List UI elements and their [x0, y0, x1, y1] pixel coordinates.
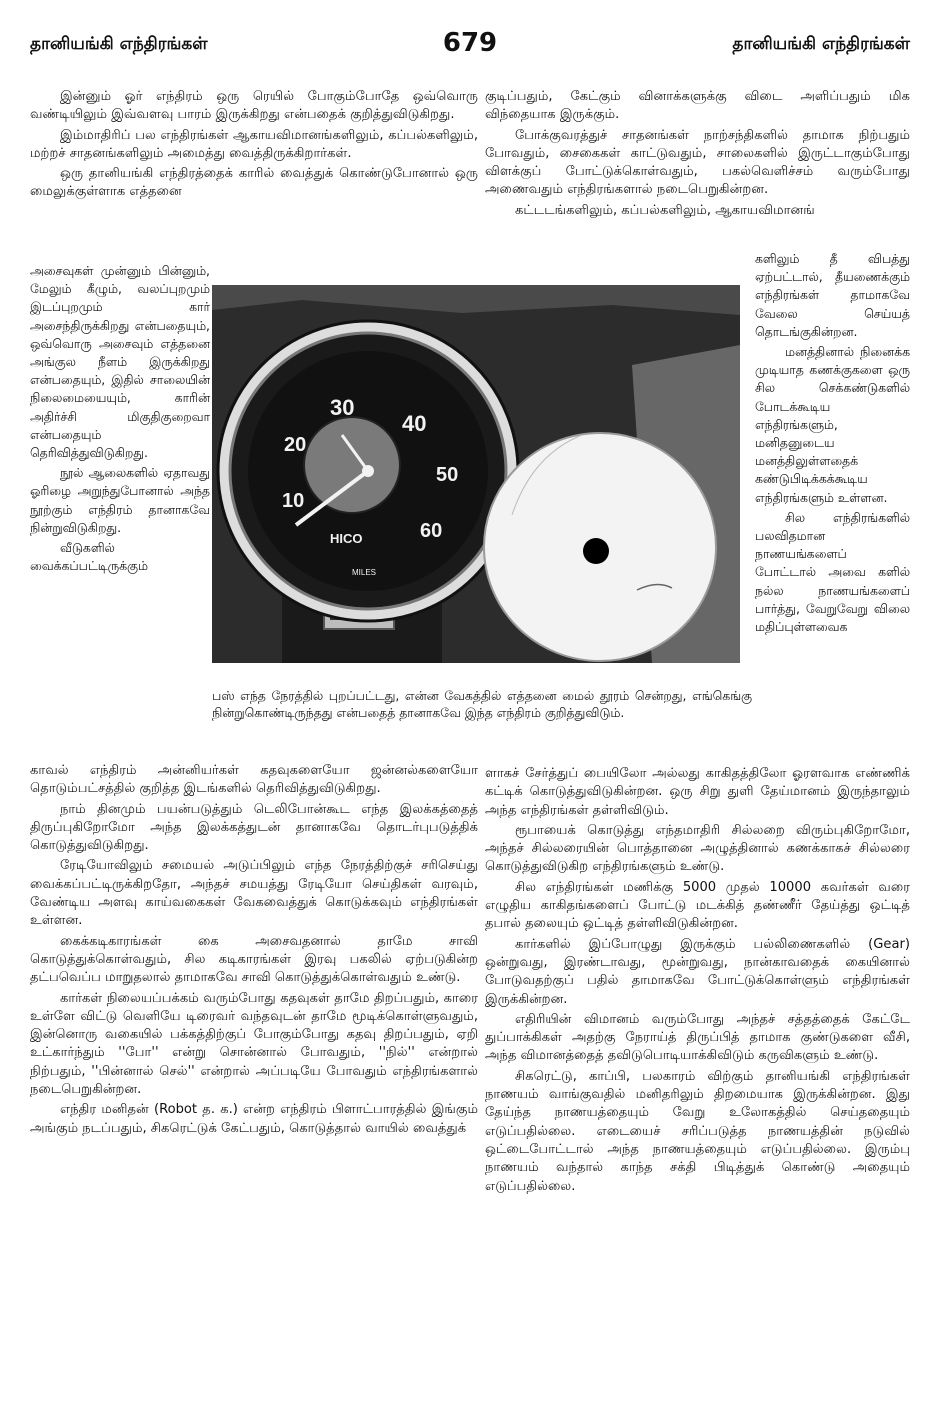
paragraph: சிகரெட்டு, காப்பி, பலகாரம் விற்கும் தானியங்கி எந்திரங்கள் நாணயம் வாங்குவதில் மனிதரிலும் திறமையாக இருக்கின்றன. இது தேய்ந்த நாணயத்தையும் வேறு உலோகத்தில் செய்ததையும் எடுப்பதில்லை. எடையைச் சரிப்படுத்த நாணயத்தின் நடுவில் ஒட்டைபோட்டால் அந்த நாணயத்தையும் எடுப்பதில்லை. இரும்பு நாணயம் வந்தால் காந்த சக்தி பிடித்துக் கொண்டு அதையும் எடுப்பதில்லை. [485, 1068, 910, 1194]
paragraph: இம்மாதிரிப் பல எந்திரங்கள் ஆகாயவிமானங்களிலும், கப்பல்களிலும், மற்றச் சாதனங்களிலும் அமைத்து வைத்திருக்கிறார்கள். [30, 127, 478, 161]
right-column-wrap [755, 250, 910, 638]
left-column-bottom [30, 762, 478, 1140]
paragraph: போக்குவரத்துச் சாதனங்கள் நாற்சந்திகளில் தாமாக நிற்பதும் போவதும், சைகைகள் காட்டுவதும், சாலைகளில் இருட்டாகும்போது விளக்குப் போட்டுக்கொள்வதும், பகல்வெளிச்சம் வரும்போது அணைவதும் எந்திரங்களால் நடைபெறுகின்றன. [485, 127, 910, 198]
paragraph: ரூபாயைக் கொடுத்து எந்தமாதிரி சில்லறை விரும்புகிறோமோ, அந்தச் சில்லரையின் பொத்தானை அழுத்தினால் கணக்காகச் சில்லரை கொடுத்துவிடுகிற எந்திரங்களும் உண்டு. [485, 822, 910, 875]
dial-unit: MILES [352, 568, 377, 577]
paragraph: களிலும் தீ விபத்து ஏற்பட்டால், தீயணைக்கும் எந்திரங்கள் தாமாகவே வேலை செய்யத் தொடங்குகின்றன. [755, 251, 910, 339]
paragraph: ஒரு தானியங்கி எந்திரத்தைக் காரில் வைத்துக் கொண்டுபோனால் ஒரு மைலுக்குள்ளாக எத்தனை [30, 166, 478, 200]
right-column-bottom [485, 765, 910, 1198]
paragraph: நூல் ஆலைகளில் ஏதாவது ஓரிழை அறுந்துபோனால் அந்த நூற்கும் எந்திரம் தானாகவே நின்றுவிடுகிறது. [30, 465, 210, 535]
left-column-wrap [30, 262, 210, 577]
paragraph: கைக்கடிகாரங்கள் கை அசைவதனால் தாமே சாவி கொடுத்துக்கொள்வதும், சில கடிகாரங்கள் இரவு பகலில் ஏற்படுகின்ற தட்பவெப்ப மாறுதலால் தாமாகவே சாவி கொடுத்துக்கொள்வதும் உண்டு. [30, 933, 478, 986]
paragraph: அசைவுகள் முன்னும் பின்னும், மேலும் கீழும், வலப்புறமும் இடப்புறமும் கார் அசைந்திருக்கிறது என்பதையும், ஒவ்வொரு அசைவும் எத்தனை அங்குல நீளம் இருக்கிறது என்பதையும், இதில் சாலையின் நிலைமையையும், காரின் அதிர்ச்சி மிகுதிகுறைவா என்பதையும் தெரிவித்துவிடுகிறது. [30, 263, 210, 461]
paragraph: காவல் எந்திரம் அன்னியர்கள் கதவுகளையோ ஜன்னல்களையோ தொடும்பட்சத்தில் குறித்த இடங்களில் தெரிவித்துவிடுகிறது. [30, 763, 478, 797]
paragraph: குடிப்பதும், கேட்கும் வினாக்களுக்கு விடை அளிப்பதும் மிக விந்தையாக இருக்கும். [485, 89, 910, 123]
page-number: 679 [442, 28, 498, 58]
paragraph: நாம் தினமும் பயன்படுத்தும் டெலிபோன்கூட எந்த இலக்கத்தைத் திருப்புகிறோமோ அந்த இலக்கத்துடன் தானாகவே தொடர்புபடுத்திக் கொடுத்துவிடுகிறது. [30, 801, 478, 854]
paragraph: வீடுகளில் வைக்கப்பட்டிருக்கும் [30, 540, 148, 574]
dial-brand: HICO [330, 531, 363, 546]
figure-caption: பஸ் எந்த நேரத்தில் புறப்பட்டது, என்ன வேகத்தில் எத்தனை மைல் தூரம் சென்றது, எங்கெங்கு நின்றுகொண்டிருந்தது என்பதைத் தானாகவே இந்த எந்திரம் குறித்துவிடும். [212, 688, 752, 720]
dial-number: 20 [284, 434, 307, 456]
page-header [30, 28, 910, 68]
paragraph: கார்களில் இப்போழுது இருக்கும் பல்லிணைகளில் (Gear) ஒன்றுவது, இரண்டாவது, மூன்றுவது, நான்காவதைக் கையினால் போடுவதற்குப் பதில் தாமாகவே போட்டுக்கொள்ளும் எந்திரங்கள் இருக்கின்றன. [485, 936, 910, 1007]
paragraph: கட்டடங்களிலும், கப்பல்களிலும், ஆகாயவிமானங் [515, 202, 815, 218]
paragraph: மனத்தினால் நினைக்க முடியாத கணக்குகளை ஒரு சில செக்கண்டுகளில் போடக்கூடிய எந்திரங்களும், மனிதனுடைய மனத்திலுள்ளதைக் கண்டுபிடிக்கக்கூடிய எந்திரங்களும் உள்ளன. [755, 344, 910, 505]
running-head-left: தானியங்கி எந்திரங்கள் [30, 34, 208, 54]
dial-number: 40 [402, 411, 427, 436]
running-head-right: தானியங்கி எந்திரங்கள் [732, 34, 910, 54]
paragraph: ளாகச் சேர்த்துப் பையிலோ அல்லது காகிதத்திலோ ஓரளவாக எண்ணிக் கட்டிக் கொடுத்துவிடுகின்றன. ஒரு சிறு துளி தேய்மானம் இருந்தாலும் அந்த எந்திரங்கள் தள்ளிவிடும். [485, 766, 910, 818]
paragraph: இன்னும் ஓர் எந்திரம் ஒரு ரெயில் போகும்போதே ஒவ்வொரு வண்டியிலும் இவ்வளவு பாரம் இருக்கிறது என்பதைக் குறித்துவிடுகிறது. [30, 89, 478, 123]
dial-number: 50 [436, 464, 459, 486]
paragraph: எதிரியின் விமானம் வரும்போது அந்தச் சத்தத்தைக் கேட்டே துப்பாக்கிகள் அதற்கு நேராய்த் திருப்பித் தாமாக குண்டுகளை வீசி, அந்த விமானத்தைத் தவிடுபொடியாக்கிவிடும் கருவிகளும் உண்டு. [485, 1011, 910, 1064]
left-column-top [30, 88, 478, 204]
paragraph: சில எந்திரங்கள் மணிக்கு 5000 முதல் 10000 கவர்கள் வரை எழுதிய காகிதங்களைப் போட்டு மடக்கித் தண்ணீர் தேய்த்து ஒட்டித் தபால் தலையும் ஒட்டித் தள்ளிவிடுகின்றன. [485, 879, 910, 932]
dial-number: 30 [330, 395, 355, 420]
tachograph-photo [212, 285, 740, 663]
paragraph: ரேடியோவிலும் சமையல் அடுப்பிலும் எந்த நேரத்திற்குச் சரிசெய்து வைக்கப்பட்டிருக்கிறதோ, அந்தச் சமயத்து ரேடியோ செய்திகள் வரவும், வேண்டிய அளவு காய்வகைகள் வேகவைத்துக் கொடுக்கவும் எந்திரங்கள் உள்ளன. [30, 858, 478, 929]
right-column-top [485, 88, 910, 222]
dial-number: 60 [420, 520, 443, 542]
paragraph: கார்கள் நிலையப்பக்கம் வரும்போது கதவுகள் தாமே திறப்பதும், காரை உள்ளே விட்டு வெளியே டிரைவர் வந்தவுடன் தாமே மூடிக்கொள்ளுவதும், இன்னொரு வகையில் பக்கத்திற்குப் போகும்போது கதவு திறப்பதும், ஏறி உட்கார்ந்தும் ''போ'' என்று சொன்னால் போவதும், ''நில்'' என்றால் நிற்பதும், ''பின்னால் செல்'' என்றால் அப்படியே போவதும் எந்திரங்களால் நடைபெறுகின்றன. [30, 990, 478, 1098]
dial-number: 10 [282, 490, 305, 512]
paragraph: எந்திர மனிதன் (Robot த. க.) என்ற எந்திரம் பிளாட்பாரத்தில் இங்கும் அங்கும் நடப்பதும், சிகரெட்டுக் கேட்பதும், கொடுத்தால் வாயில் வைத்துக் [30, 1102, 478, 1136]
paragraph: சில எந்திரங்களில் பலவிதமான நாணயங்களைப் போட்டால் அவை களில் நல்ல நாணயங்களைப் பார்த்து, வேறுவேறு விலை மதிப்புள்ளவைக [755, 509, 910, 635]
